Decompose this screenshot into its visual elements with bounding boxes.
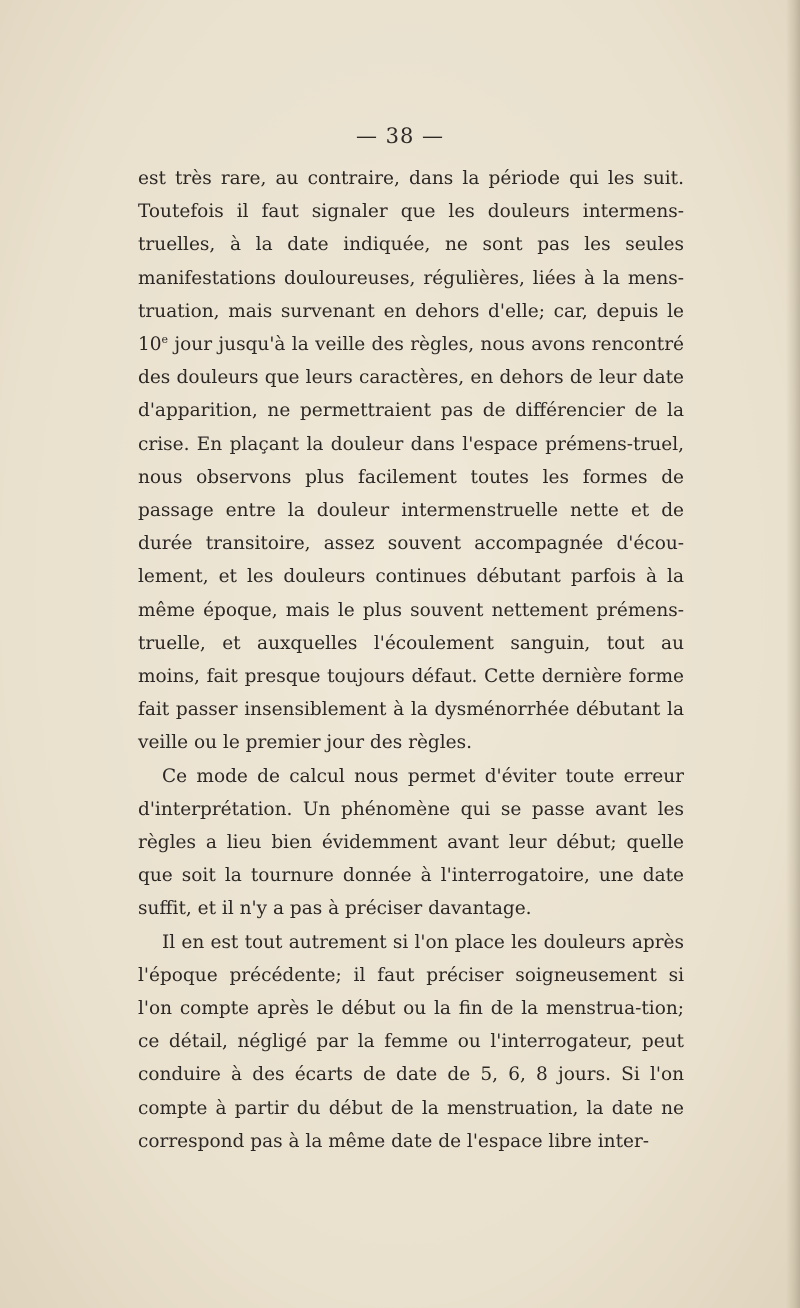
paragraph-1-end: jour jusqu'à la veille des règles, nous avons rencontré des douleurs que leurs caractères, en dehors de leur date d'apparition, ne permettraient pas de différencier de la crise. En plaçant la douleur dans l'espace prémens-truel, nous observons plus facilement toutes les formes de passage entre la douleur intermenstruelle nette et de durée transitoire, assez souvent accompagnée d'écou-lement, et les douleurs continues débutant parfois à la même époque, mais le plus souvent nettement prémens-truelle, et auxquelles l'écoulement sanguin, tout au moins, fait presque toujours défaut. Cette dernière forme fait passer insensiblement à la dysménorrhée débutant la veille ou le premier jour des règles. (138, 334, 684, 754)
paragraph-1 (138, 162, 684, 760)
body-text (138, 162, 684, 1158)
page-number: — 38 — (355, 124, 445, 148)
paragraph-3: Il en est tout autrement si l'on place les douleurs après l'époque précédente; il faut préciser soigneusement si l'on compte après le début ou la fin de la menstrua-tion; ce détail, négligé par la femme ou l'interrogateur, peut conduire à des écarts de date de 5, 6, 8 jours. Si l'on compte à partir du début de la menstruation, la date ne correspond pas à la même date de l'espace libre inter- (138, 931, 684, 1152)
paragraph-2: Ce mode de calcul nous permet d'éviter toute erreur d'interprétation. Un phénomène qui se passe avant les règles a lieu bien évidemment avant leur début; quelle que soit la tournure donnée à l'interrogatoire, une date suffit, et il n'y a pas à préciser davantage. (138, 765, 684, 920)
page-edge-shadow (786, 0, 800, 1308)
ordinal-superscript: e (161, 333, 169, 347)
paragraph-1-start: est très rare, au contraire, dans la période qui les suit. Toutefois il faut signaler que les douleurs intermens-truelles, à la date indiquée, ne sont pas les seules manifestations douloureuses, régulières, liées à la mens-truation, mais survenant en dehors d'elle; car, depuis le 10 (138, 168, 684, 356)
